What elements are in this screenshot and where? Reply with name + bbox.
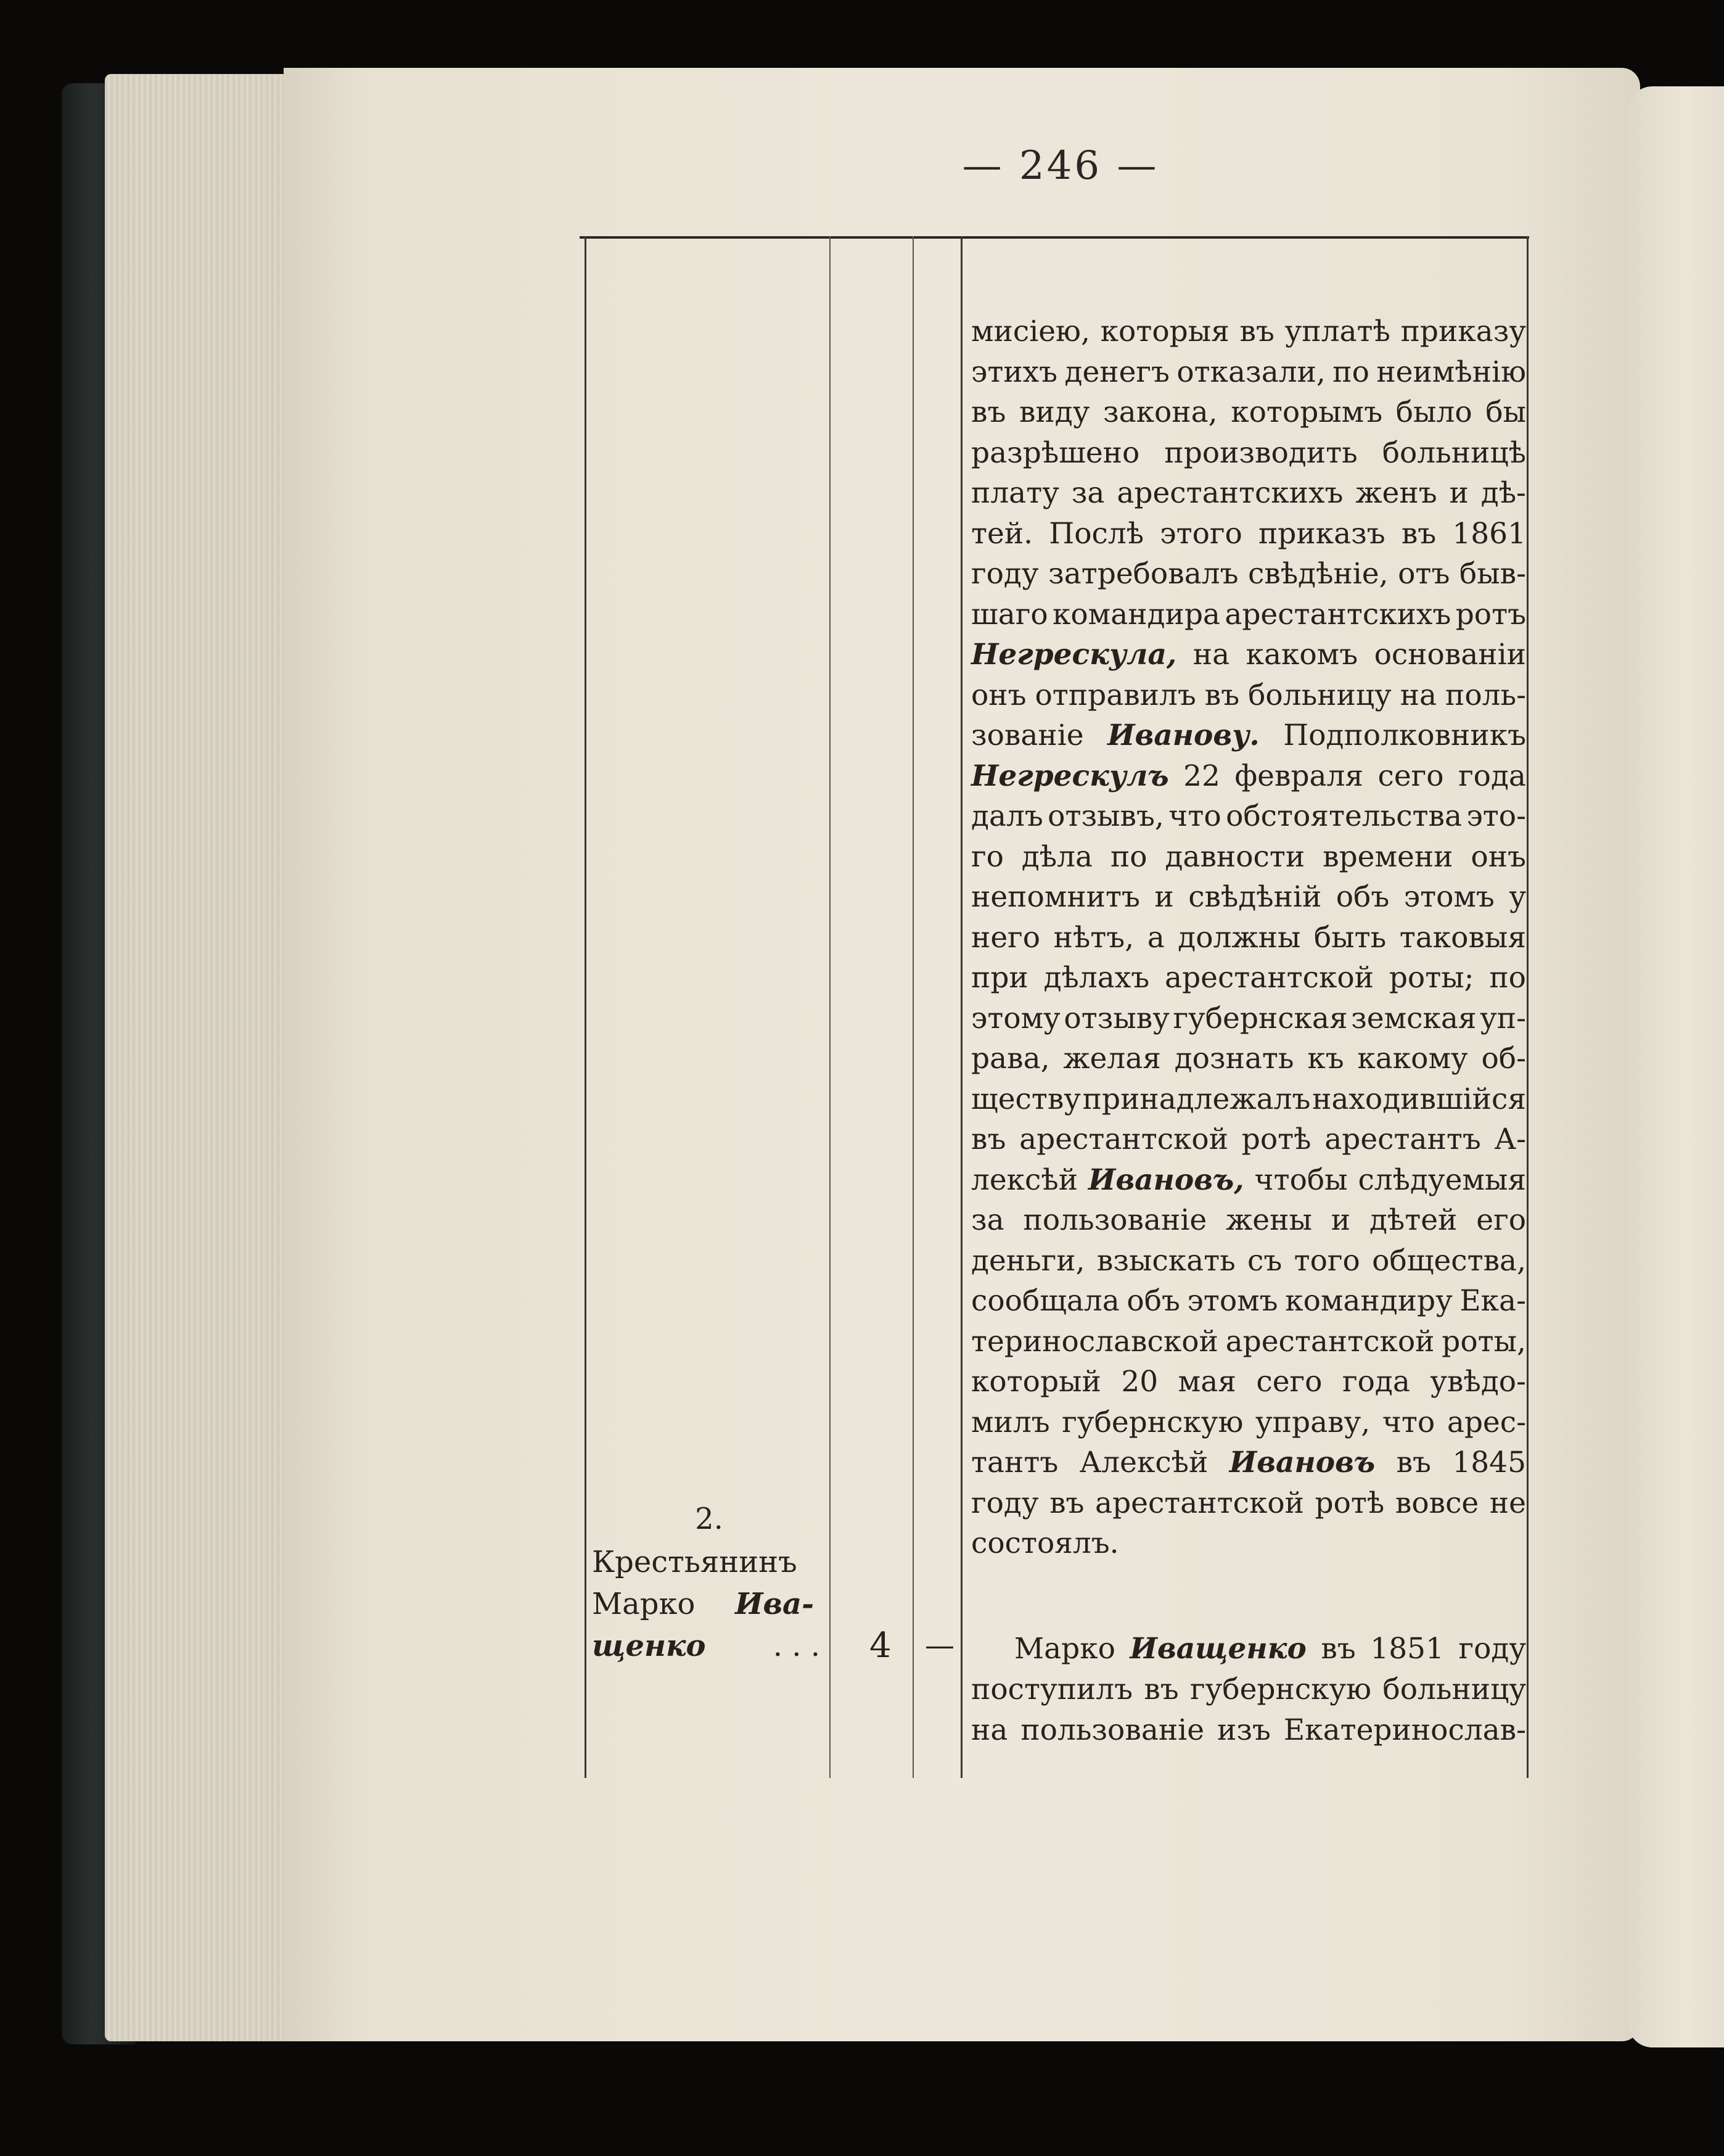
text-line: въ виду закона, которымъ было бы [971,395,1526,429]
text-line: далъ отзывъ, что обстоятельства это- [971,799,1526,833]
text-line: ществу принадлежалъ находившiйся [971,1082,1526,1116]
text-line: теринославской арестантской роты, [971,1324,1526,1359]
text-line: этихъ денегъ отказали, по неимѣнiю [971,355,1526,389]
table-column-rule [913,236,914,1778]
text-line: плату за арестантскихъ женъ и дѣ- [971,476,1526,510]
text-line: году въ арестантской ротѣ вовсе не [971,1486,1526,1520]
text-line: Марко Иващенко въ 1851 году [1014,1632,1526,1666]
page-number: — 246 — [962,143,1159,189]
text-line: разрѣшено производить больницѣ [971,435,1526,470]
main-text-block [971,311,1526,1564]
table-column-rule [829,236,831,1778]
second-text-block [971,1629,1526,1751]
text-line: который 20 мая сего года увѣдо- [971,1365,1526,1399]
text-line: Негрескулъ 22 февраля сего года [971,759,1526,793]
entry-name-line3 [592,1629,820,1663]
text-line: сообщала объ этомъ командиру Ека- [971,1284,1526,1318]
text-line: состоялъ. [971,1526,1119,1560]
entry-dots: . . . [773,1629,820,1663]
text-line: лексѣй Ивановъ, чтобы слѣдуемыя [971,1162,1526,1197]
text-line: Негрескула, на какомъ основанiи [971,638,1526,672]
text-line: го дѣла по давности времени онъ [971,839,1526,874]
text-line: на пользованiе изъ Екатеринослав- [971,1713,1526,1747]
text-line: при дѣлахъ арестантской роты; по [971,961,1526,995]
text-line: шаго командира арестантскихъ ротъ [971,597,1526,632]
table-column-rule [1527,236,1529,1778]
entry-name-line1: Крестьянинъ [592,1545,797,1579]
entry-dash: — [925,1628,954,1663]
text-line: этому отзыву губернская земская уп- [971,1001,1526,1035]
table-column-rule [961,236,963,1778]
text-line: непомнитъ и свѣдѣнiй объ этомъ у [971,880,1526,914]
table-top-rule [580,236,1529,239]
text-line: за пользованiе жены и дѣтей его [971,1203,1526,1237]
text-line: мисiею, которыя въ уплатѣ приказу [971,315,1526,348]
text-line: зованiе Иванову. Подполковникъ [971,718,1526,752]
entry-surname-part2: щенко [592,1629,706,1663]
text-line: поступилъ въ губернскую больницу [971,1673,1526,1706]
text-line: милъ губернскую управу, что арес- [971,1405,1526,1439]
text-line: онъ отправилъ въ больницу на поль- [971,678,1526,712]
text-line: деньги, взыскать съ того общества, [971,1243,1526,1278]
page-edges [105,74,290,2041]
entry-number: 2. [695,1502,723,1536]
text-line: тантъ Алексѣй Ивановъ въ 1845 [971,1446,1526,1479]
facing-page-edge [1628,86,1724,2047]
table-column-rule [585,236,586,1778]
entry-name-line2 [592,1587,814,1621]
text-line: рава, желая дознать къ какому об- [971,1042,1526,1076]
entry-surname-part1: Ива- [735,1587,814,1621]
entry-first-name: Марко [592,1587,696,1621]
entry-count: 4 [869,1626,892,1666]
text-line: въ арестантской ротѣ арестантъ А- [971,1122,1526,1156]
text-line: тей. Послѣ этого приказъ въ 1861 [971,516,1526,551]
text-line: году затребовалъ свѣдѣнiе, отъ быв- [971,557,1526,591]
text-line: него нѣтъ, а должны быть таковыя [971,920,1526,955]
